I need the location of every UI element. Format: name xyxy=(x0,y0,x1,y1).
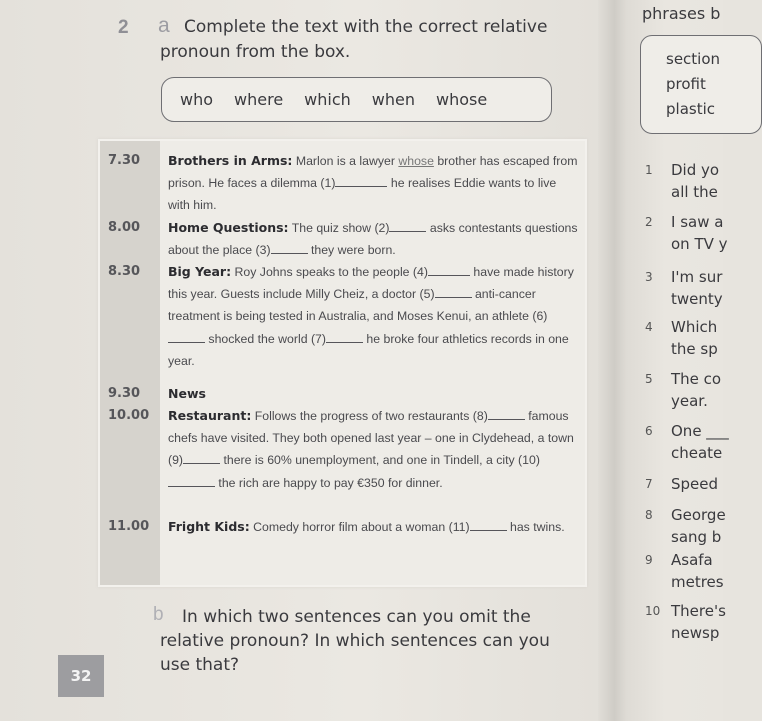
listing-text xyxy=(168,150,580,217)
listing-body: Roy Johns speaks to the people (4) have made history this year. Guests include Milly Cheiz, a doctor (5) anti-cancer treatment is being tested in Australia, and Moses Kenui, an athlete (6) shocked the world (7) he broke four athletics records in one year. xyxy=(168,265,574,368)
right-item-number: 9 xyxy=(645,553,653,567)
right-item-text: Did yo all the xyxy=(671,161,720,201)
right-item-number: 5 xyxy=(645,372,653,386)
box-word: whose xyxy=(435,90,488,109)
right-item-text: The co year. xyxy=(671,370,722,410)
right-item-text: George sang b xyxy=(671,506,726,546)
listing-body: Follows the progress of two restaurants (8) famous chefs have visited. They both opened last year – one in Clydehead, a town (9) there is 60% unemployment, and one in Tindell, a city (10) the rich are happy to pay €350 for dinner. xyxy=(168,409,574,490)
answer-blank xyxy=(271,241,308,254)
listing-text xyxy=(168,516,580,538)
listing-title: Fright Kids: xyxy=(168,519,250,534)
book-gutter xyxy=(598,0,628,721)
right-item-number: 8 xyxy=(645,508,653,522)
listing-title: Home Questions: xyxy=(168,220,289,235)
answer-blank xyxy=(168,330,205,343)
box-word: who xyxy=(180,90,214,109)
exercise-b-question: In which two sentences can you omit the relative pronoun? In which sentences can you use that? xyxy=(160,607,550,675)
answer-blank xyxy=(428,263,470,276)
listing-text xyxy=(168,261,580,372)
right-item-text: Asafa metres xyxy=(671,551,724,591)
listing-title: News xyxy=(168,386,206,401)
right-item-number: 2 xyxy=(645,215,653,229)
answer-blank xyxy=(335,174,387,187)
right-item-number: 7 xyxy=(645,477,653,491)
listing-text xyxy=(168,405,580,494)
right-box-word: plastic xyxy=(666,100,715,118)
right-item-number: 4 xyxy=(645,320,653,334)
answer-blank xyxy=(168,474,215,487)
right-item-text: Which the sp xyxy=(671,318,718,358)
exercise-letter-b: b xyxy=(153,604,164,625)
right-word-box xyxy=(640,35,762,134)
listing-text xyxy=(168,217,580,261)
listing-time: 9.30 xyxy=(108,386,141,401)
right-item-text: I'm sur twenty xyxy=(671,268,723,308)
right-item-number: 1 xyxy=(645,163,653,177)
listing-title: Brothers in Arms: xyxy=(168,153,293,168)
answer-blank xyxy=(435,285,472,298)
listing-title: Big Year: xyxy=(168,264,232,279)
box-word: which xyxy=(304,90,351,109)
exercise-letter-a: a xyxy=(158,14,170,37)
listing-time: 8.30 xyxy=(108,264,141,279)
tv-listings-panel xyxy=(100,141,585,585)
right-item-text: One ___ cheate xyxy=(671,422,729,462)
listing-body: Marlon is a lawyer whose brother has escaped from prison. He faces a dilemma (1) he realises Eddie wants to live with him. xyxy=(168,154,578,213)
box-word: where xyxy=(234,90,284,109)
answer-blank xyxy=(183,451,220,464)
listing-time: 8.00 xyxy=(108,220,141,235)
right-box-word: profit xyxy=(666,75,706,93)
right-box-word: section xyxy=(666,50,721,68)
exercise-number: 2 xyxy=(118,17,129,38)
listing-body: Comedy horror film about a woman (11) has twins. xyxy=(249,520,565,534)
answer-blank xyxy=(389,219,426,232)
box-word: when xyxy=(371,90,415,109)
answer-blank xyxy=(326,330,363,343)
right-item-number: 10 xyxy=(645,604,661,618)
right-item-text: There's newsp xyxy=(671,602,726,642)
listing-title: Restaurant: xyxy=(168,408,252,423)
listing-body: The quiz show (2) asks contestants questions about the place (3) they were born. xyxy=(168,221,578,258)
listing-time: 11.00 xyxy=(108,519,150,534)
listing-time: 7.30 xyxy=(108,153,141,168)
right-item-text: I saw a on TV y xyxy=(671,213,728,253)
right-item-text: Speed xyxy=(671,475,719,493)
answer-blank xyxy=(488,407,525,420)
answer-blank xyxy=(470,518,507,531)
listing-time: 10.00 xyxy=(108,408,150,423)
exercise-instruction: Complete the text with the correct relative pronoun from the box. xyxy=(160,17,548,62)
listing-text xyxy=(168,383,580,405)
example-answer: whose xyxy=(398,154,434,168)
right-item-number: 3 xyxy=(645,270,653,284)
right-item-number: 6 xyxy=(645,424,653,438)
page-number: 32 xyxy=(58,655,104,697)
right-page-heading: phrases b xyxy=(642,4,721,23)
pronoun-word-box xyxy=(161,77,552,122)
